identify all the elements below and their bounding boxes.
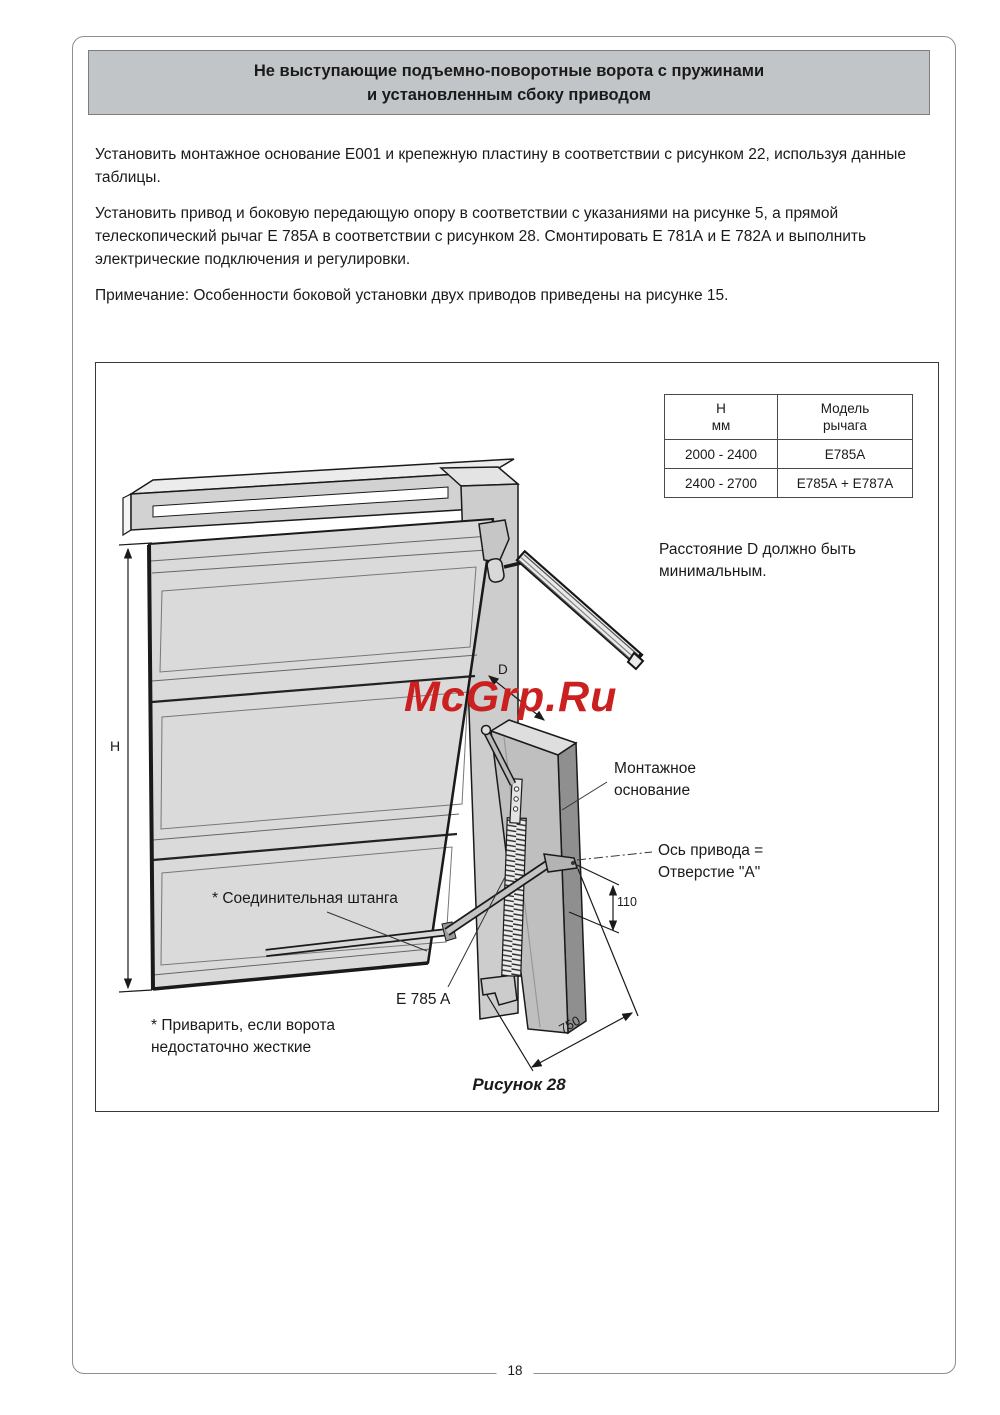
label-weld-note: * Приварить, если ворота недостаточно жесткие	[151, 1017, 336, 1056]
label-drive-axis: Ось привода = Отверстие "А"	[658, 842, 764, 881]
section-title-line1: Не выступающие подъемно-поворотные ворота с пружинами	[253, 61, 765, 80]
arm-model-table	[664, 394, 913, 498]
figure-28	[95, 362, 939, 1112]
label-mounting-base: Монтажное основание	[614, 760, 696, 799]
body-text	[95, 143, 919, 320]
perforated-strap	[510, 779, 522, 823]
garage-door	[149, 519, 493, 990]
label-arm-model: E 785 A	[396, 991, 451, 1008]
table-cell-h-range: 2000 - 2400	[665, 440, 778, 469]
label-connecting-rod: * Соединительная штанга	[212, 890, 398, 907]
table-cell-model: Е785А	[778, 440, 913, 469]
dimension-110-label: 110	[617, 895, 637, 909]
table-header-model: Модель рычага	[778, 395, 913, 440]
section-title-box	[88, 50, 930, 115]
section-title-line2: и установленным сбоку приводом	[367, 85, 651, 104]
lever-pivot	[482, 726, 491, 735]
dimension-750-label: 750	[556, 1012, 583, 1037]
page-number: 18	[496, 1363, 533, 1378]
table-row	[665, 469, 913, 498]
dimension-D-label: D	[498, 662, 508, 677]
table-header-H: Н мм	[665, 395, 778, 440]
table-cell-h-range: 2400 - 2700	[665, 469, 778, 498]
watermark: McGrp.Ru	[404, 673, 618, 721]
table-row	[665, 440, 913, 469]
figure-caption: Рисунок 28	[472, 1075, 566, 1094]
hole-A	[571, 861, 575, 865]
table-cell-model: Е785А + Е787А	[778, 469, 913, 498]
dimension-H-label: H	[110, 738, 121, 754]
paragraph-note: Примечание: Особенности боковой установки двух приводов приведены на рисунке 15.	[95, 287, 729, 304]
axis-dash-dot-line	[577, 852, 652, 860]
paragraph-install-base: Установить монтажное основание Е001 и крепежную пластину в соответствии с рисунком 22, используя данные таблицы.	[95, 146, 907, 186]
distance-d-note: Расстояние D должно быть минимальным.	[659, 541, 856, 580]
paragraph-install-drive: Установить привод и боковую передающую опору в соответствии с указаниями на рисунке 5, а прямой телескопический рычаг Е 785А в соответствии с рисунком 28. Смонтировать Е 781А и Е 782А и выполнить электрические подключения и регулировки.	[95, 205, 867, 268]
